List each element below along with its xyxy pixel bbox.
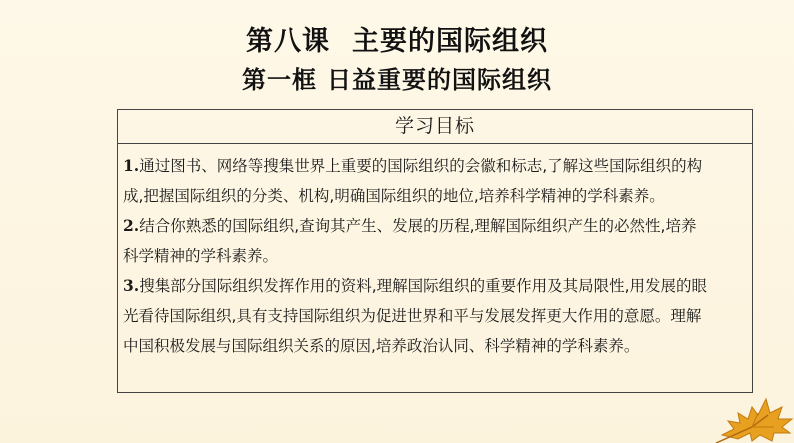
section-title (0, 60, 794, 95)
lesson-title (0, 19, 794, 58)
objective-number: 2. (123, 216, 140, 235)
objective-line (123, 151, 749, 181)
objective-item-3 (123, 271, 749, 361)
lesson-name: 主要的国际组织 (352, 26, 548, 57)
lesson-number: 第八课 (246, 26, 330, 57)
objective-number: 3. (123, 276, 140, 295)
section-number: 第一框 (242, 66, 317, 94)
objective-line (123, 271, 749, 301)
objectives-heading: 学习目标 (118, 110, 752, 144)
objective-text: 通过图书、网络等搜集世界上重要的国际组织的会徽和标志,了解这些国际组织的构 (139, 157, 703, 175)
objectives-box (117, 109, 753, 393)
objective-item-1 (123, 151, 749, 211)
objective-text: 光看待国际组织,具有支持国际组织为促进世界和平与发展发挥更大作用的意愿。理解 (123, 307, 702, 325)
maple-leaf-icon (712, 385, 794, 443)
objective-text: 中国积极发展与国际组织关系的原因,培养政治认同、科学精神的学科素养。 (123, 337, 640, 355)
objective-text: 成,把握国际组织的分类、机构,明确国际组织的地位,培养科学精神的学科素养。 (123, 187, 665, 205)
objective-text: 结合你熟悉的国际组织,查询其产生、发展的历程,理解国际组织产生的必然性,培养 (139, 217, 697, 235)
objective-line (123, 211, 749, 241)
objective-item-2 (123, 211, 749, 271)
objective-number: 1. (123, 156, 140, 175)
objective-text: 科学精神的学科素养。 (123, 247, 279, 265)
section-name: 日益重要的国际组织 (327, 66, 552, 94)
objective-text: 搜集部分国际组织发挥作用的资料,理解国际组织的重要作用及其局限性,用发展的眼 (139, 277, 708, 295)
